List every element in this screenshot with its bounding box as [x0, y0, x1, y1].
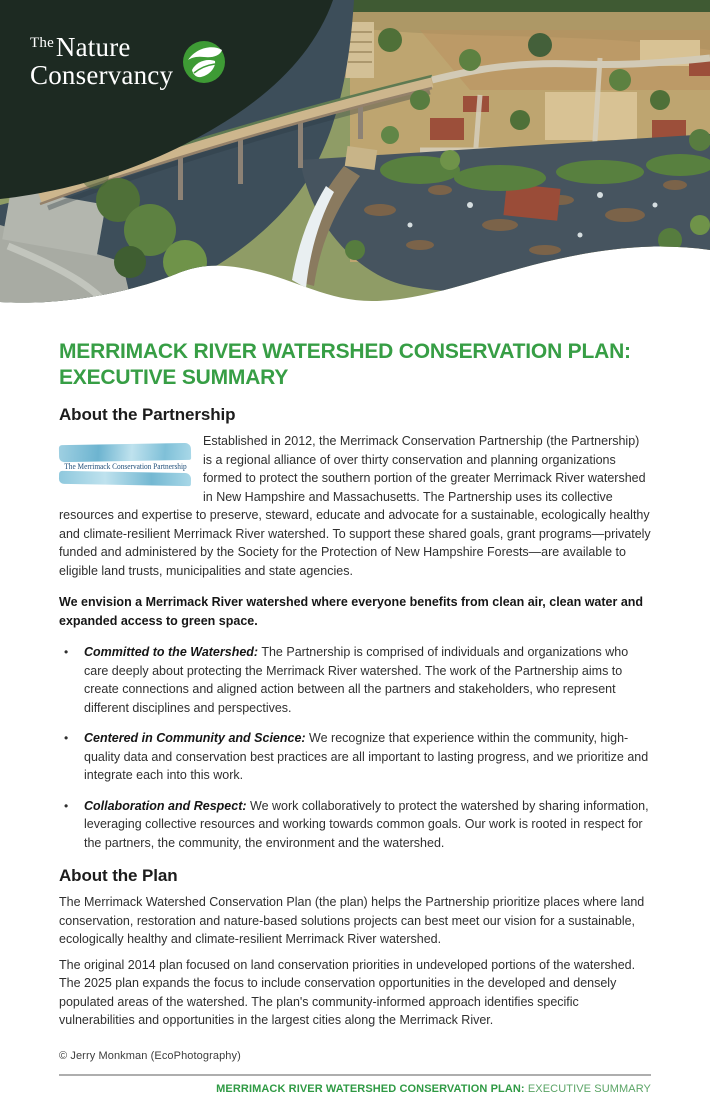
watercolor-strip-top	[59, 442, 191, 461]
plan-paragraph-2: The original 2014 plan focused on land conservation priorities in undeveloped portions of the watershed. The 2025 plan expands the focus to include conservation opportunities in the developed and densely populated areas of the watershed. The plan's community-informed approach identifies specific vulnerabilities and opportunities in the largest cities along the Merrimack River.	[59, 957, 636, 1027]
bullet-text: The Partnership is comprised of individuals and organizations who care deeply about protecting the Merrimack River watershed. The work of the Partnership aims to create connections and aligned action between all the partners and stakeholders, who represent different disciplines and perspectives.	[84, 645, 629, 715]
plan-paragraph-1: The Merrimack Watershed Conservation Plan (the plan) helps the Partnership prioritize places where land conservation, restoration and nature-based solutions projects can best meet our vision for a sustainable, ecologically healthy and climate-resilient Merrimack River watershed.	[59, 895, 645, 946]
watercolor-strip-bottom	[59, 470, 191, 485]
list-item	[59, 729, 651, 785]
document-body	[0, 339, 710, 1095]
globe-leaf-icon	[182, 40, 226, 84]
partnership-logo	[59, 435, 191, 493]
page-title	[59, 339, 651, 391]
footer	[59, 1083, 651, 1095]
partnership-intro-text: Established in 2012, the Merrimack Conservation Partnership (the Partnership) is a regional alliance of over thirty conservation and planning organizations formed to protect the southern portion of the greater Merrimack River watershed in New Hampshire and Massachusetts. The Partnership uses its collective resources and expertise to preserve, steward, educate and advocate for a sustainable, ecologically healthy and climate-resilient Merrimack River watershed. To support these shared goals, grant programs—privately funded and administered by the Society for the Protection of New Hampshire Forests—are available to eligible land trusts, municipalities and state agencies.	[59, 434, 651, 578]
tnc-logo	[30, 34, 226, 89]
bullet-icon: •	[64, 645, 69, 659]
bullet-lead: Collaboration and Respect:	[84, 798, 247, 813]
page-title-line1: MERRIMACK RIVER WATERSHED CONSERVATION PLAN:	[59, 340, 631, 363]
tnc-logo-text	[30, 34, 173, 89]
section-heading-partnership: About the Partnership	[59, 405, 236, 424]
footer-title-bold: MERRIMACK RIVER WATERSHED CONSERVATION PLAN:	[216, 1083, 525, 1095]
footer-divider	[59, 1074, 651, 1076]
logo-word-conservancy: Conservancy	[30, 60, 174, 90]
page-title-line2: EXECUTIVE SUMMARY	[59, 366, 289, 389]
partnership-intro-paragraph	[59, 432, 651, 580]
bullet-lead: Centered in Community and Science:	[84, 731, 306, 745]
hero-image	[0, 0, 710, 330]
values-list	[59, 643, 651, 852]
list-item	[59, 643, 651, 717]
bullet-icon: •	[64, 798, 69, 813]
bullet-icon: •	[64, 731, 69, 745]
logo-word-the: The	[30, 35, 54, 51]
section-heading-plan: About the Plan	[59, 866, 178, 885]
photo-credit: © Jerry Monkman (EcoPhotography)	[59, 1049, 241, 1062]
list-item	[59, 797, 651, 853]
vision-statement: We envision a Merrimack River watershed where everyone benefits from clean air, clean water and expanded access to green space.	[59, 595, 644, 628]
bullet-lead: Committed to the Watershed:	[84, 645, 259, 659]
partnership-logo-label: The Merrimack Conservation Partnership	[64, 461, 187, 471]
bullet-text: We work collaboratively to protect the watershed by sharing information, leveraging collective resources and working towards common goals. Our work is rooted in respect for the partners, the community, the environment and the watershed.	[84, 798, 649, 850]
footer-title-light: EXECUTIVE SUMMARY	[524, 1083, 651, 1095]
logo-word-nature: Nature	[55, 32, 131, 62]
bullet-text: We recognize that experience within the community, high-quality data and conservation best practices are all important to lasting progress, and we prioritize and integrate each into this work.	[84, 731, 649, 782]
